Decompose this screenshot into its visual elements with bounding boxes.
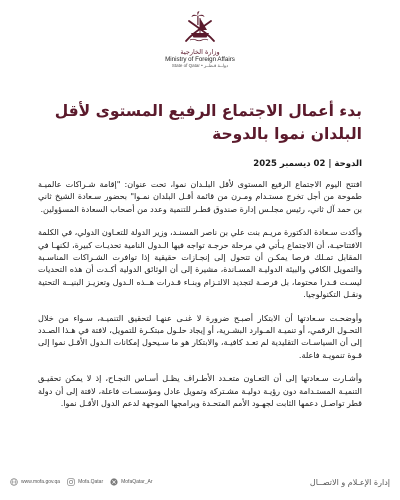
footer-link-website[interactable] bbox=[10, 478, 60, 486]
footer bbox=[10, 474, 390, 490]
header bbox=[0, 10, 400, 69]
ministry-name-ar: وزارة الخارجية bbox=[180, 48, 220, 56]
footer-link-x[interactable] bbox=[110, 478, 152, 486]
qatar-emblem-icon bbox=[180, 10, 220, 46]
footer-link-label: Mofa.Qatar bbox=[78, 479, 104, 485]
globe-icon bbox=[10, 478, 18, 486]
article-dateline: الدوحة | 02 ديسمبر 2025 bbox=[253, 159, 362, 169]
state-line: State of Qatar • دولــة قـطــر bbox=[171, 63, 229, 68]
ministry-name-en: Ministry of Foreign Affairs bbox=[165, 56, 235, 63]
social-icon bbox=[67, 478, 75, 486]
footer-link-label: MofaQatar_Ar bbox=[121, 479, 153, 485]
article-paragraph: وأشـارت سـعادتها إلى أن التعـاون متعـدد الأطـراف يظـل أسـاس النجـاح، إذ لا يمكن تحقيـق التنميـة المستـدامة دون رؤيـة دوليـة مشـتركة وتمويل عادل ومؤسسـات فاعلة، لافتة إلى أن دولة قطر تواصـل دعمها الثابت لجهـود الأمم المتحـدة وبرامجها الموجهة لدعم الدول الأقـل نموا. bbox=[38, 373, 362, 409]
article-paragraph: وأكدت سـعادة الدكتورة مريـم بنت علي بن ناصر المسنـد، وزير الدولة للتعـاون الدولي، في الكلمة الافتتاحيـة، أن الاجتماع يـأتي في مرحلة حرجـة تواجه فيها الـدول النامية تحديـات كبيرة، لكنهـا في المقابل تمـلك فرصا يمكـن أن تتحول إلى إنجـازات حقيقية إذا توافرت الشـراكات المناسـبة والتمويل الكافي والبيئة الدوليـة المسـاندة، مشيرة إلى أن الوثائق الدولية أكـدت أن هذه التحديات ليسـت قـدرا محتوما، بل فرصـة لتجديد الالتـزام وبنـاء قـدرات هــذه الـدول وتعزيـز البنيــة التحتية ونقـل التكنولوجيا. bbox=[38, 227, 362, 300]
x-icon bbox=[110, 478, 118, 486]
article-paragraph: وأوضحـت سـعادتها أن الابتكار أصبـح ضرورة لا غنـى عنهـا لتحقيق التنميـة، سـواء من خلال التحـول الرقمي، أو تنميـة المـوارد البشـرية، أو إيجاد حلـول مبتكـرة للتمويل، لافتة في هـذا الصـدد إلى أن السياسـات التقليدية لم تعـد كافيـة، والابتكار هو ما سـيحول إمكانات الـدول الأقـل نموا إلى قـوة تنمويـة فاعلة. bbox=[38, 312, 362, 360]
article-paragraph: افتتح اليوم الاجتماع الرفيع المستوى لأقل البلـدان نموا، تحت عنوان: "إقامة شـراكات عالميـة طموحة من أجل تخرج مستـدام ومـرن من قائمة أقـل البلدان نمـوا" بحضور سـعادة الشيخ ثاني بن حمد آل ثاني، رئيس مجلـس إدارة صندوق قطـر للتنمية وعدد من أصحاب السعادة المسؤولين. bbox=[38, 179, 362, 214]
footer-link-label: www.mofa.gov.qa bbox=[21, 479, 61, 485]
footer-links bbox=[10, 478, 153, 486]
article-title: بدء أعمال الاجتماع الرفيع المستوى لأقل البلدان نموا بالدوحة bbox=[54, 102, 362, 143]
article-body bbox=[38, 178, 362, 421]
footer-link-social[interactable] bbox=[67, 478, 103, 486]
footer-department: إدارة الإعـلام و الاتصــال bbox=[309, 477, 390, 487]
